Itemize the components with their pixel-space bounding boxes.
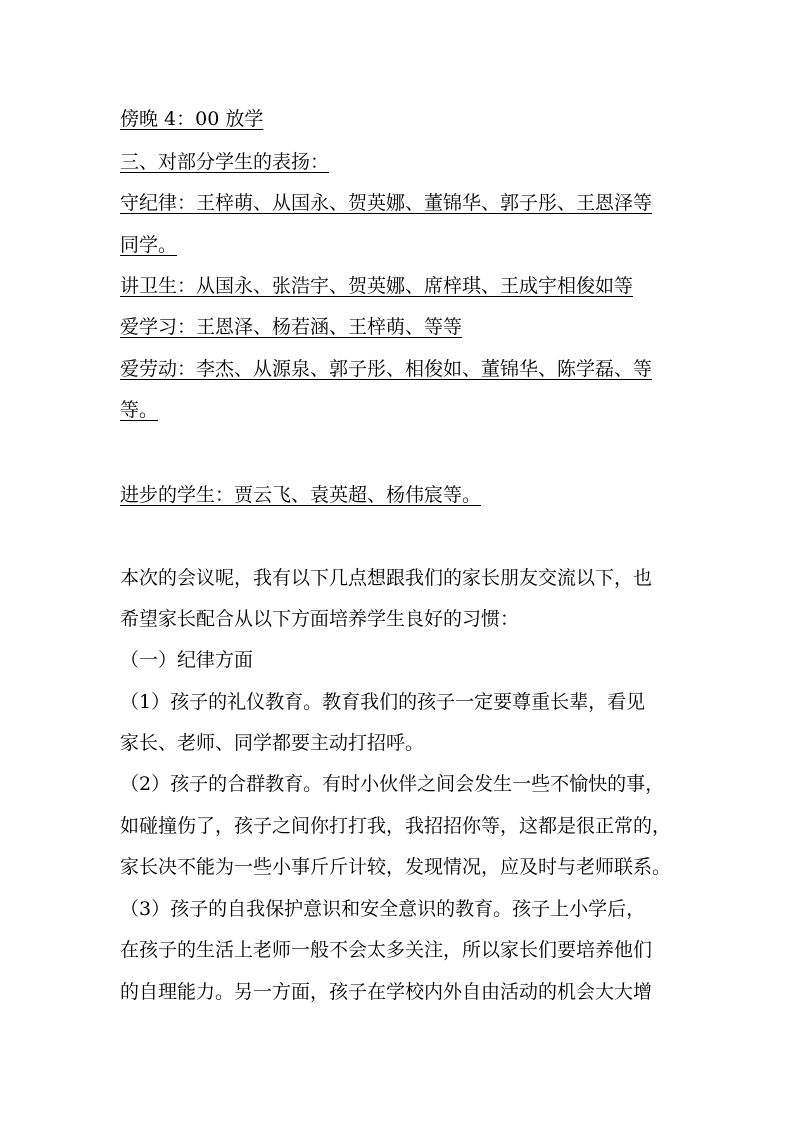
praise-hygiene: 讲卫生：从国永、张浩宇、贺英娜、席梓琪、王成宇相俊如等: [120, 275, 634, 297]
intro-line-2: 希望家长配合从以下方面培养学生良好的习惯：: [120, 608, 520, 630]
praise-discipline-line-2: 同学。: [120, 234, 178, 256]
praise-labor-line-1: 爱劳动：李杰、从源泉、郭子彤、相俊如、董锦华、陈学磊、等: [120, 358, 653, 380]
praise-labor-line-2: 等。: [120, 399, 159, 421]
praise-discipline-line-1: 守纪律：王梓萌、从国永、贺英娜、董锦华、郭子彤、王恩泽等: [120, 192, 653, 214]
item-3-line-3: 的自理能力。另一方面，孩子在学校内外自由活动的机会大大增: [120, 981, 653, 1003]
praise-heading: 三、对部分学生的表扬：: [120, 151, 330, 173]
item-3-line-2: 在孩子的生活上老师一般不会太多关注，所以家长们要培养他们: [120, 939, 653, 961]
intro-line-1: 本次的会议呢，我有以下几点想跟我们的家长朋友交流以下，也: [120, 567, 653, 589]
item-2-line-3: 家长决不能为一些小事斤斤计较，发现情况，应及时与老师联系。: [120, 856, 672, 878]
dismissal-time: 傍晚 4：00 放学: [120, 108, 264, 130]
item-1-line-2: 家长、老师、同学都要主动打招呼。: [120, 732, 425, 754]
progress-students: 进步的学生：贾云飞、袁英超、杨伟宸等。: [120, 484, 482, 506]
item-2-line-2: 如碰撞伤了，孩子之间你打打我，我招招你等，这都是很正常的，: [120, 815, 672, 837]
discipline-subheading: （一）纪律方面: [120, 649, 254, 671]
praise-study: 爱学习：王恩泽、杨若涵、王梓萌、等等: [120, 316, 463, 338]
item-3-line-1: （3）孩子的自我保护意识和安全意识的教育。孩子上小学后，: [120, 898, 646, 920]
item-2-line-1: （2）孩子的合群教育。有时小伙伴之间会发生一些不愉快的事，: [120, 773, 665, 795]
item-1-line-1: （1）孩子的礼仪教育。教育我们的孩子一定要尊重长辈，看见: [120, 691, 646, 713]
